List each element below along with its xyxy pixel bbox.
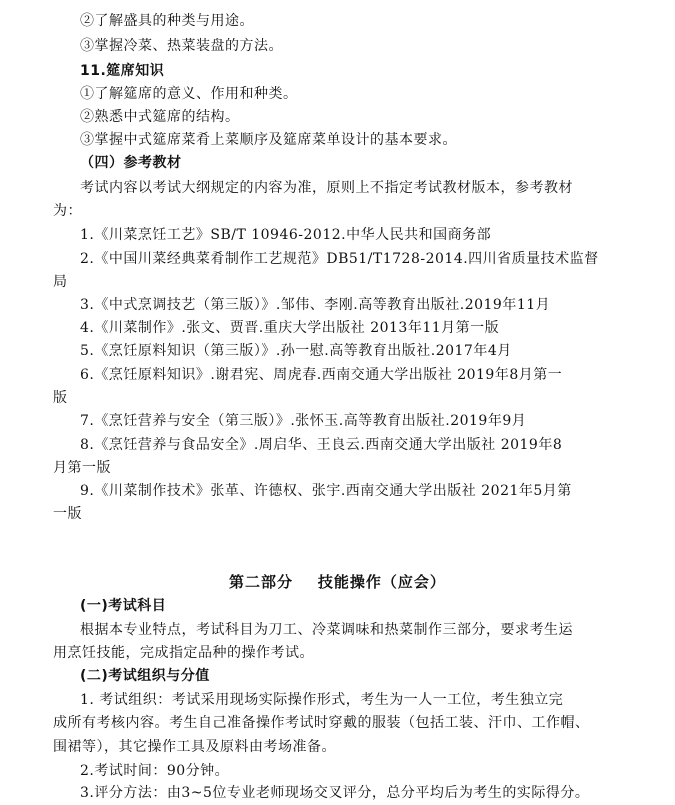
paragraph-line: 考试内容以考试大纲规定的内容为准，原则上不指定考试教材版本，参考教材 [80, 180, 573, 196]
paragraph-line: 成所有考核内容。考生自己准备操作考试时穿戴的服装（包括工装、汗巾、工作帽、 [53, 715, 590, 731]
reference-item-cont: 局 [53, 274, 68, 290]
paragraph-line: 3.评分方法：由3~5位专业老师现场交叉评分，总分平均后为考生的实际得分。 [80, 785, 590, 801]
reference-item: 1.《川菜烹饪工艺》SB/T 10946-2012.中华人民共和国商务部 [80, 227, 492, 243]
text-line: ②熟悉中式筵席的结构。 [80, 109, 240, 125]
reference-item: 4.《川菜制作》.张文、贾晋.重庆大学出版社 2013年11月第一版 [80, 320, 500, 336]
reference-item: 7.《烹饪营养与安全（第三版）》.张怀玉.高等教育出版社.2019年9月 [80, 413, 527, 429]
reference-item-cont: 月第一版 [53, 460, 111, 476]
paragraph-line: 用烹饪技能，完成指定品种的操作考试。 [53, 645, 314, 661]
reference-item: 8.《烹饪营养与食品安全》.周启华、王良云.西南交通大学出版社 2019年8 [80, 437, 563, 453]
reference-item-cont: 版 [53, 390, 68, 406]
paragraph-line: 根据本专业特点，考试科目为刀工、冷菜调味和热菜制作三部分，要求考生运 [80, 622, 573, 638]
part-title: 第二部分 技能操作（应会） [229, 573, 446, 591]
reference-item: 3.《中式烹调技艺（第三版）》.邹伟、李刚.高等教育出版社.2019年11月 [80, 297, 551, 313]
paragraph-line: 围裙等），其它操作工具及原料由考场准备。 [53, 739, 336, 755]
section-heading-references: （四）参考教材 [80, 155, 182, 171]
reference-item: 6.《烹饪原料知识》.谢君宪、周虎春.西南交通大学出版社 2019年8月第一 [80, 367, 563, 383]
section-heading-11: 11.筵席知识 [80, 63, 165, 79]
text-line: ③掌握中式筵席菜肴上菜顺序及筵席菜单设计的基本要求。 [80, 132, 457, 148]
section-heading-organization: (二)考试组织与分值 [80, 668, 210, 684]
text-line: ②了解盛具的种类与用途。 [80, 13, 254, 29]
reference-item: 2.《中国川菜经典菜肴制作工艺规范》DB51/T1728-2014.四川省质量技术监督 [80, 251, 599, 267]
text-line: ①了解筵席的意义、作用和种类。 [80, 86, 298, 102]
reference-item: 9.《川菜制作技术》张革、许德权、张宇.西南交通大学出版社 2021年5月第 [80, 483, 572, 499]
reference-item-cont: 一版 [53, 506, 82, 522]
paragraph-line: 1. 考试组织：考试采用现场实际操作形式，考生为一人一工位，考生独立完 [80, 692, 564, 708]
text-line: ③掌握冷菜、热菜装盘的方法。 [80, 38, 283, 54]
paragraph-line: 为： [53, 203, 82, 219]
section-heading-subjects: (一)考试科目 [80, 598, 167, 614]
reference-item: 5.《烹饪原料知识（第三版）》.孙一慰.高等教育出版社.2017年4月 [80, 343, 512, 359]
paragraph-line: 2.考试时间：90分钟。 [80, 763, 230, 779]
